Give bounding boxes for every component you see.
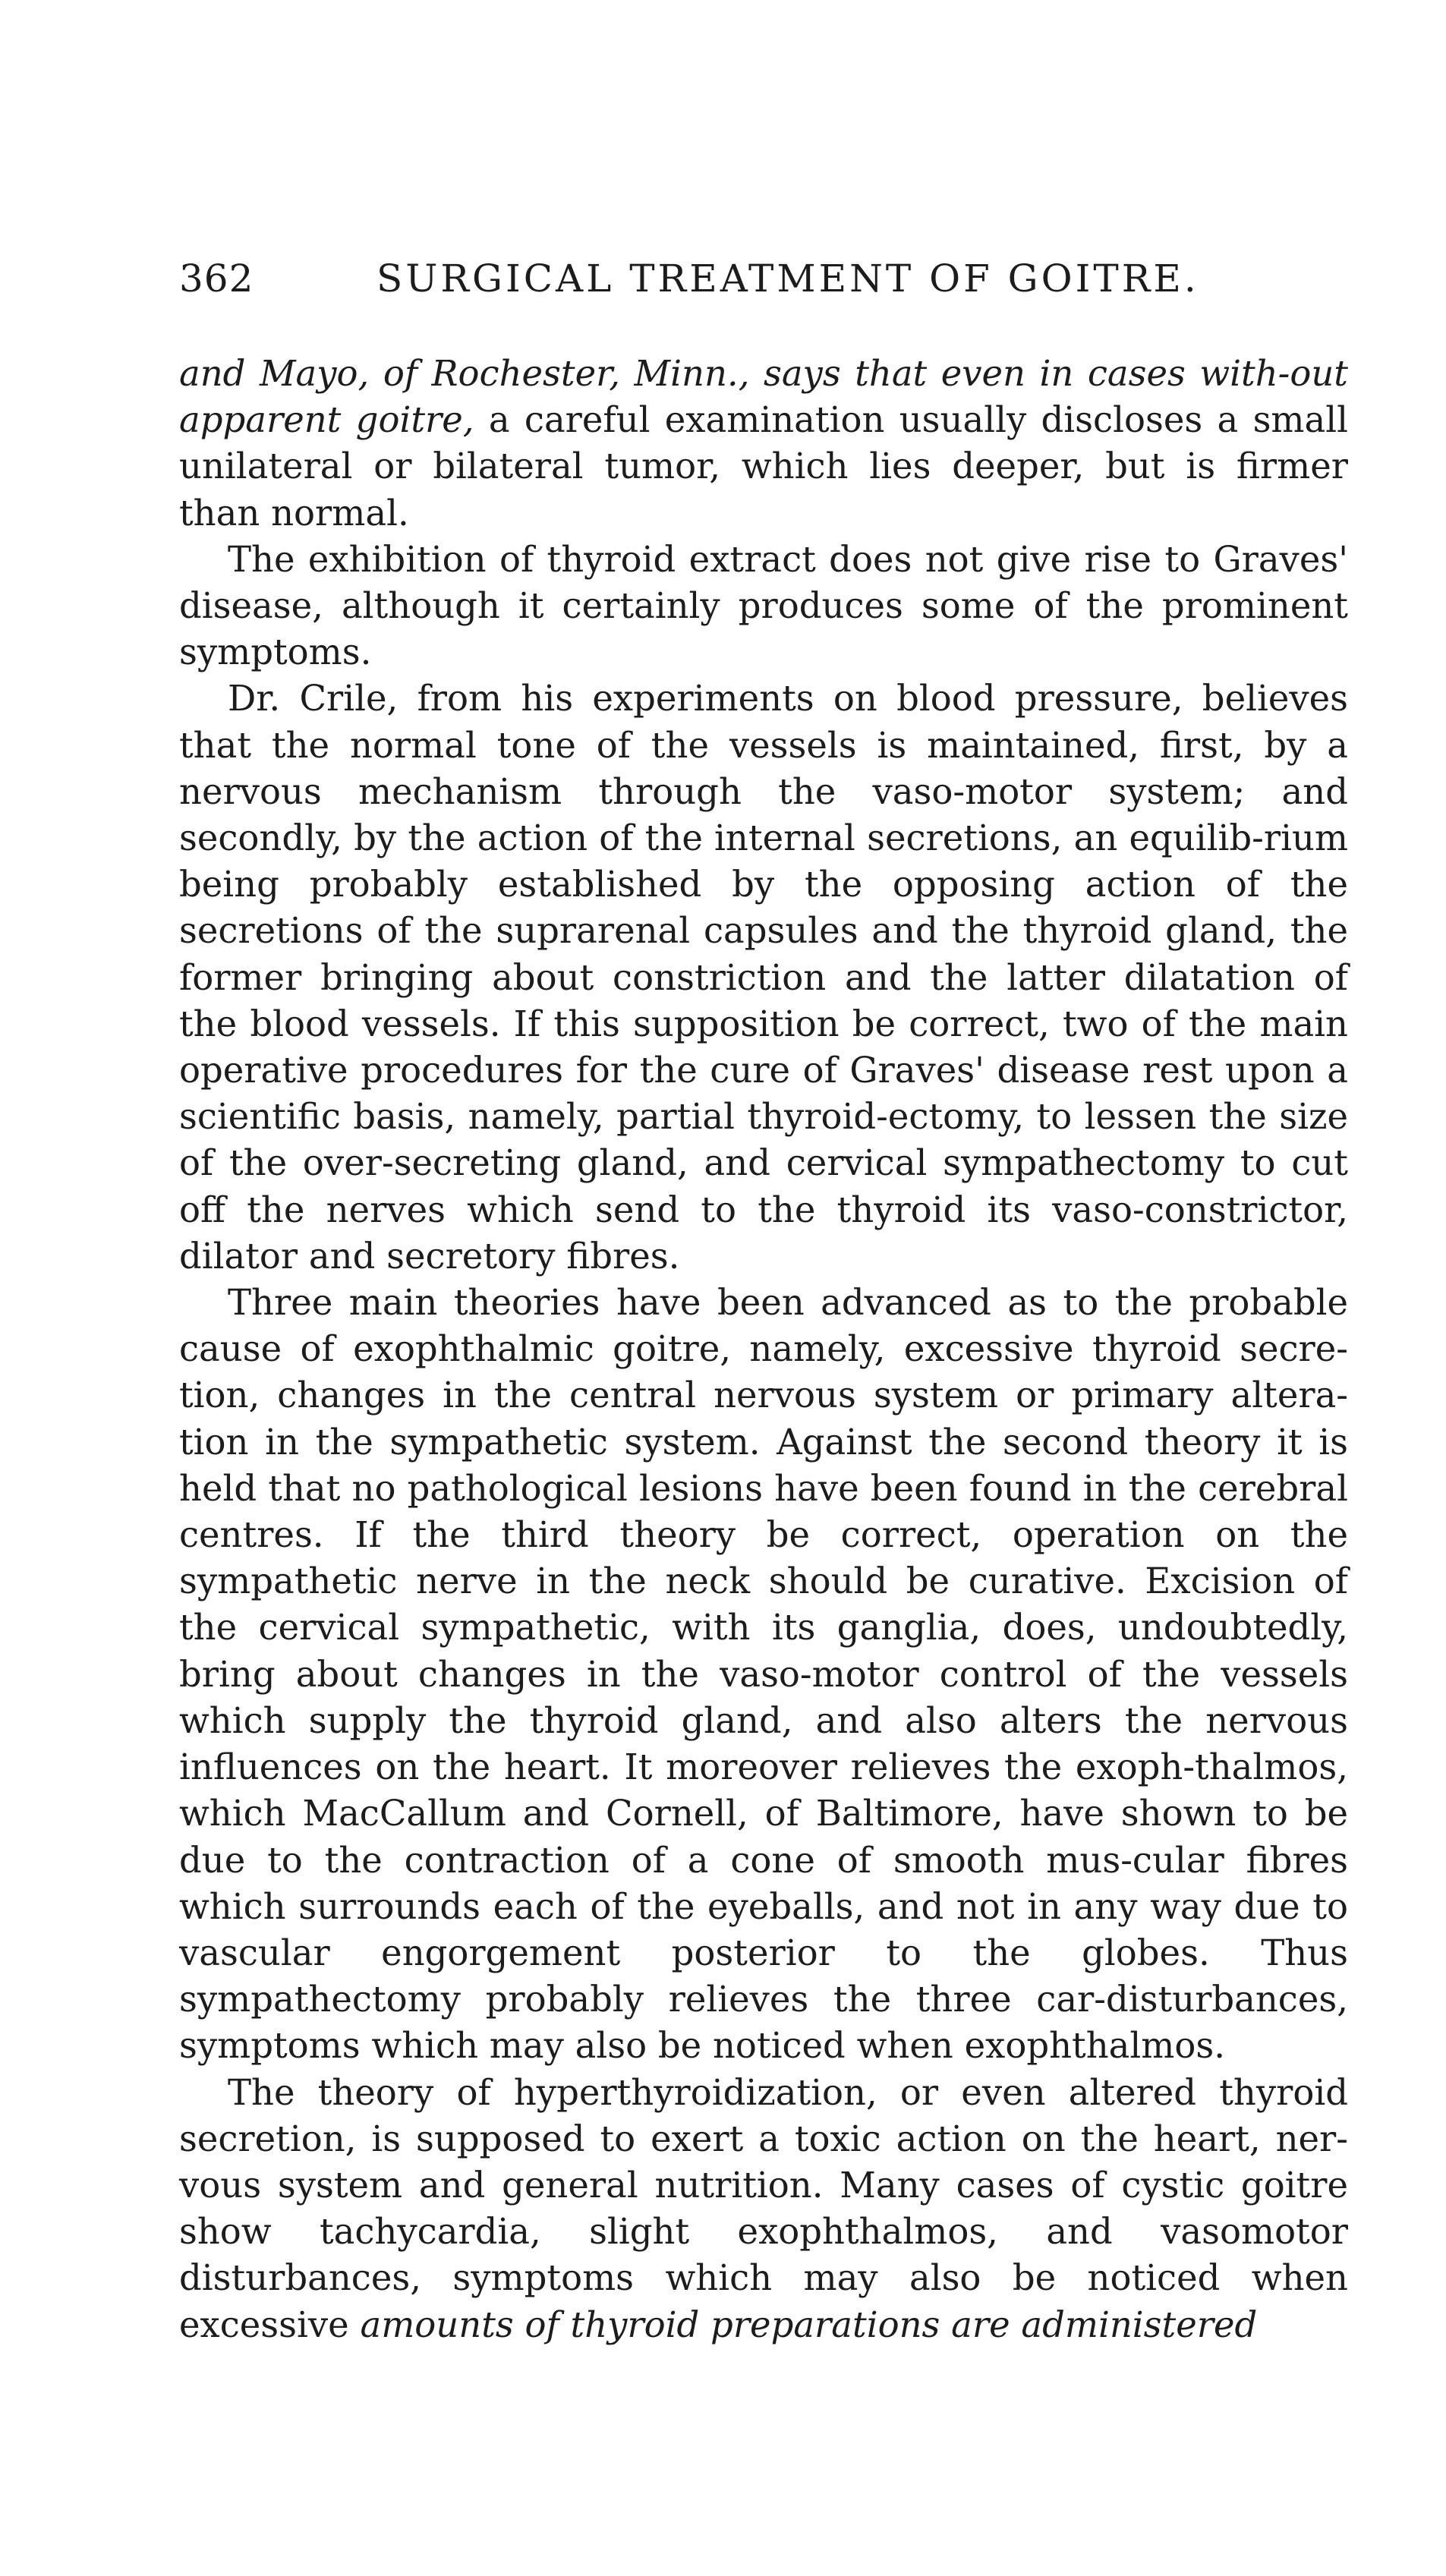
paragraph-5-text: The theory of hyperthyroidization, or even altered thyroid secretion, is supposed to exert a toxic action on the heart, ner-vous system and general nutrition. Many cases of cystic goitre show tachycardia, slight exophthalmos, and vasomotor disturbances, symptoms which may also be noticed when excessive bbox=[179, 2071, 1348, 2345]
running-title: SURGICAL TREATMENT OF GOITRE. bbox=[376, 257, 1199, 301]
paragraph-2: The exhibition of thyroid extract does not give rise to Graves' disease, although it certainly produces some of the prominent symptoms. bbox=[179, 538, 1348, 673]
page-header bbox=[179, 257, 1348, 310]
paragraph-1-italic-lead: and Mayo, of Rochester, Minn., says that even in cases with-out apparent goitre, bbox=[179, 353, 1348, 441]
paragraph-1 bbox=[179, 351, 1348, 537]
text-column bbox=[179, 351, 1348, 2348]
paragraph-3: Dr. Crile, from his experiments on blood pressure, believes that the normal tone of the vessels is maintained, first, by a nervous mechanism through the vaso-motor system; and secondly, by the action of the internal secretions, an equilib-rium being probably established by the opposing action of the secretions of the suprarenal capsules and the thyroid gland, the former bringing about constriction and the latter dilatation of the blood vessels. If this supposition be correct, two of the main operative procedures for the cure of Graves' disease rest upon a scientific basis, namely, partial thyroid-ectomy, to lessen the size of the over-secreting gland, and cervical sympathectomy to cut off the nerves which send to the thyroid its vaso-constrictor, dilator and secretory fibres. bbox=[179, 678, 1348, 1277]
paragraph-1-text: a careful examination usually discloses a small unilateral or bilateral tumor, which lies deeper, but is firmer than normal. bbox=[179, 399, 1348, 534]
paragraph-5-italic-tail: amounts of thyroid preparations are administered bbox=[360, 2304, 1258, 2345]
paragraph-4: Three main theories have been advanced as to the probable cause of exophthalmic goitre, namely, excessive thyroid secre-tion, changes in the central nervous system or primary altera-tion in the sympathetic system. Against the second theory it is held that no pathological lesions have been found in the cerebral centres. If the third theory be correct, operation on the sympathetic nerve in the neck should be curative. Excision of the cervical sympathetic, with its ganglia, does, undoubtedly, bring about changes in the vaso-motor control of the vessels which supply the thyroid gland, and also alters the nervous influences on the heart. It moreover relieves the exoph-thalmos, which MacCallum and Cornell, of Baltimore, have shown to be due to the contraction of a cone of smooth mus-cular fibres which surrounds each of the eyeballs, and not in any way due to vascular engorgement posterior to the globes. Thus sympathectomy probably relieves the three car-disturbances, symptoms which may also be noticed when exophthalmos. bbox=[179, 1282, 1348, 2067]
page-number: 362 bbox=[179, 257, 254, 301]
paragraph-5 bbox=[179, 2070, 1348, 2348]
